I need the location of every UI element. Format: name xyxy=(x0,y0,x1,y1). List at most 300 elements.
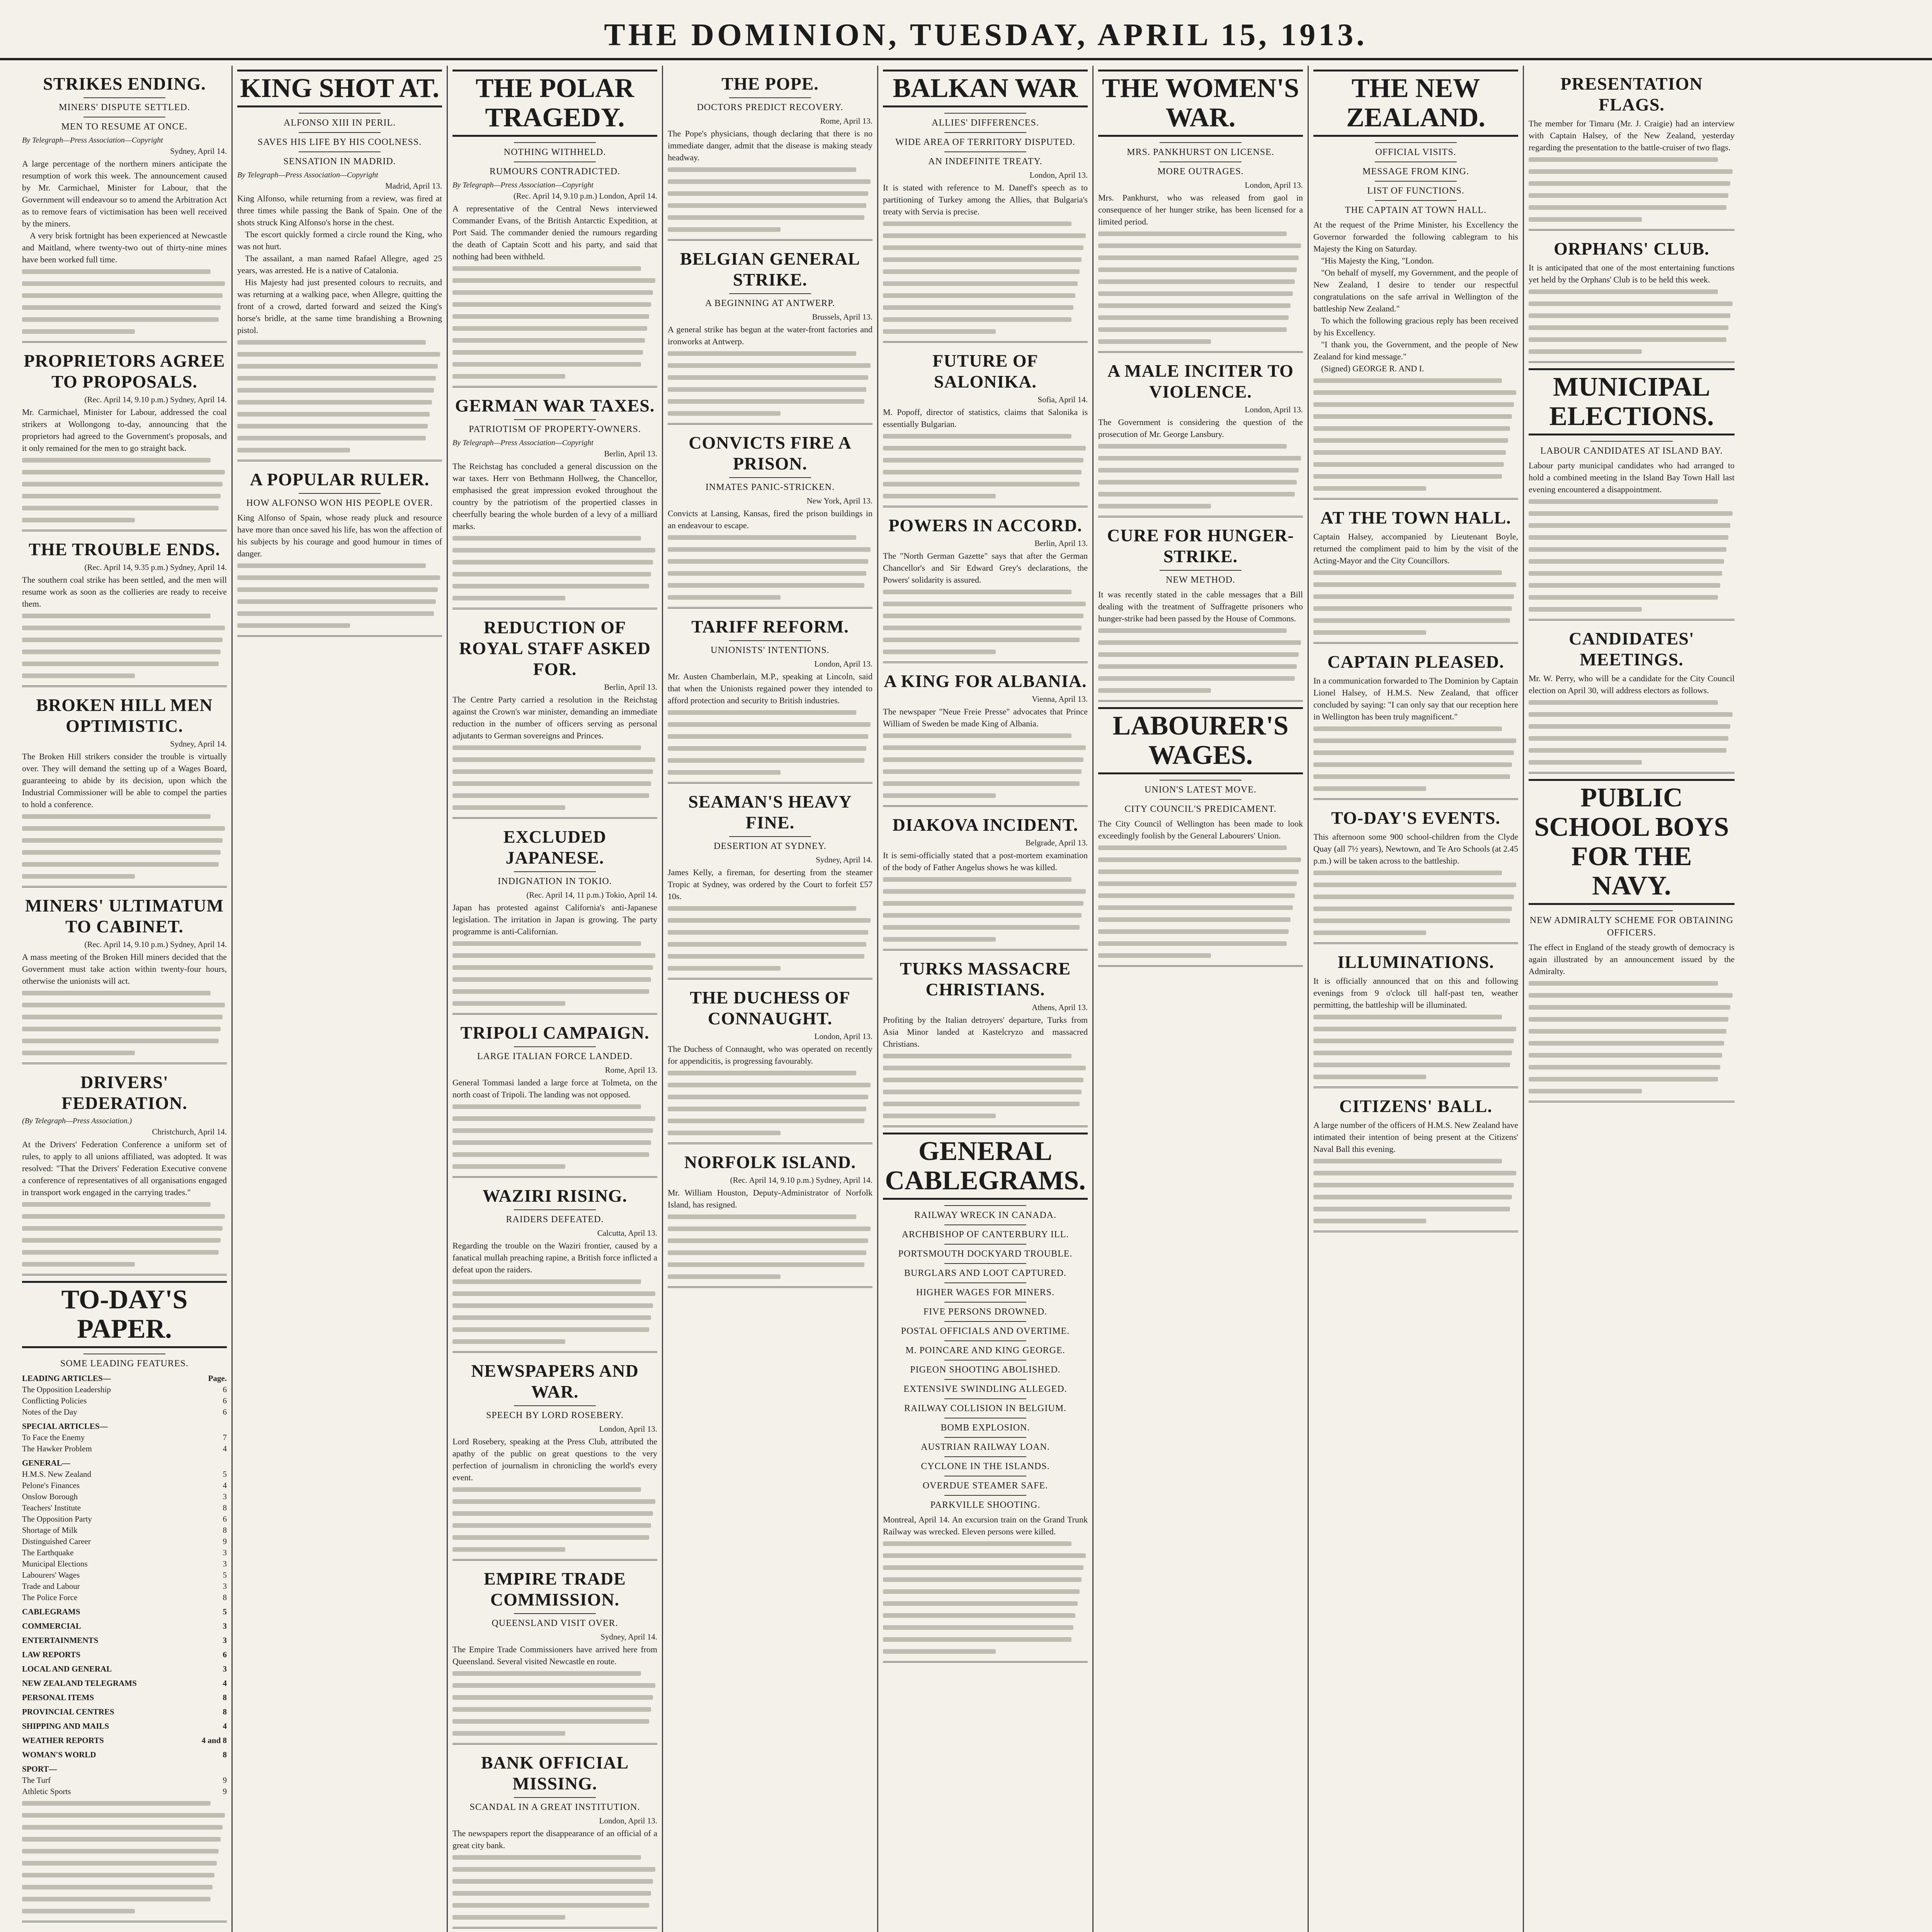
article-divider xyxy=(668,978,872,980)
article-divider xyxy=(883,1126,1088,1127)
text-lines xyxy=(237,340,442,452)
article-paragraph: It is officially announced that on this and following evenings from 9 o'clock till half-past ten, weather permitting, the battleship will be illuminated. xyxy=(1313,976,1518,1010)
text-line xyxy=(1529,559,1724,564)
article xyxy=(883,70,1088,343)
text-line xyxy=(1313,474,1502,479)
text-line xyxy=(1098,327,1287,332)
article-subheading: CITY COUNCIL'S PREDICAMENT. xyxy=(1124,804,1277,814)
article-paragraph: "His Majesty the King, "London. xyxy=(1321,256,1434,265)
text-lines xyxy=(668,351,872,416)
article-paragraph: It was recently stated in the cable messages that a Bill dealing with the treatment of Suffragette prisoners who hunger-strike had been passed by the House of Commons. xyxy=(1098,590,1303,623)
text-line xyxy=(883,221,1071,226)
text-line xyxy=(668,1119,864,1123)
text-line xyxy=(452,326,647,331)
contents-page: 3 xyxy=(223,1548,227,1557)
text-lines xyxy=(22,269,227,334)
text-line xyxy=(1313,750,1514,755)
article-paragraph: The Broken Hill strikers consider the trouble is virtually over. They will demand the setting up of a Wages Board, guaranteeing to abide by its decision, upon which the Industrial Commissioner will be able to compel the parties to hold a conference. xyxy=(22,752,227,809)
text-line xyxy=(452,1279,641,1284)
article-subheading: DESERTION AT SYDNEY. xyxy=(714,841,827,851)
text-line xyxy=(1098,893,1295,898)
text-line xyxy=(668,758,864,763)
text-lines xyxy=(452,745,657,810)
article-divider xyxy=(22,1063,227,1064)
text-line xyxy=(668,191,868,196)
text-line xyxy=(668,375,868,380)
text-line xyxy=(1313,402,1514,407)
contents-page: 8 xyxy=(223,1750,227,1759)
headline-rule xyxy=(514,1046,596,1047)
article-subheading: DOCTORS PREDICT RECOVERY. xyxy=(697,102,844,112)
text-line xyxy=(22,673,135,678)
text-line xyxy=(1529,981,1718,986)
contents-page: 7 xyxy=(223,1433,227,1442)
text-line xyxy=(1098,231,1287,236)
article-divider xyxy=(1313,642,1518,644)
article-paragraph: A large percentage of the northern miners anticipate the resumption of work this week. The announcement caused by Mr. Carmichael, Minister for Labour, that the Government will endeavour so to amend the Arbitration Act as to remove fears of victimisation has been well received by the miners. xyxy=(22,159,227,228)
news-column xyxy=(1309,66,1524,1932)
article-divider xyxy=(883,506,1088,507)
text-lines xyxy=(668,535,872,600)
contents-label: PROVINCIAL CENTRES xyxy=(22,1707,114,1716)
dateline: (Rec. April 14, 9.10 p.m.) Sydney, April 14. xyxy=(84,940,227,949)
dateline: Athens, April 13. xyxy=(1032,1003,1088,1012)
text-line xyxy=(452,1535,649,1540)
text-line xyxy=(883,889,1086,894)
text-lines xyxy=(452,1855,657,1920)
article-divider xyxy=(1313,1231,1518,1232)
headline-rule xyxy=(514,142,596,143)
contents-row xyxy=(22,1458,227,1469)
text-line xyxy=(1529,571,1722,576)
text-lines xyxy=(1098,628,1303,693)
headline-rule xyxy=(1590,910,1673,911)
text-line xyxy=(883,913,1082,918)
headline-rule xyxy=(944,1302,1026,1303)
dateline: Sofia, April 14. xyxy=(1037,395,1088,404)
article-paragraph: Mr. Carmichael, Minister for Labour, addressed the coal strikers at Wollongong to-day, announcing that the proprietors had agreed to the Government's proposals, and it only remained for the men to go straight back. xyxy=(22,407,227,453)
article-subheading: A BEGINNING AT ANTWERP. xyxy=(705,298,835,308)
text-line xyxy=(452,1683,655,1688)
text-line xyxy=(22,626,225,630)
text-line xyxy=(1529,1017,1728,1022)
dateline: Belgrade, April 13. xyxy=(1026,838,1088,847)
contents-page: 8 xyxy=(223,1593,227,1602)
text-line xyxy=(1313,918,1510,923)
contents-page: 9 xyxy=(223,1776,227,1785)
article-paragraph: The Duchess of Connaught, who was operated on recently for appendicitis, is progressing favourably. xyxy=(668,1044,872,1066)
text-line xyxy=(668,351,856,356)
headline-rule xyxy=(944,1340,1026,1341)
text-line xyxy=(1313,1183,1514,1187)
text-line xyxy=(668,942,866,947)
article xyxy=(668,616,872,784)
article-subheading: MESSAGE FROM KING. xyxy=(1362,167,1469,177)
article xyxy=(1529,238,1735,363)
article-subheading: THE CAPTAIN AT TOWN HALL. xyxy=(1345,205,1487,215)
article-divider xyxy=(1313,1087,1518,1088)
text-line xyxy=(883,626,1082,630)
text-line xyxy=(1529,523,1730,528)
article-paragraph: Mr. W. Perry, who will be a candidate for the City Council election on April 30, will address electors as follows. xyxy=(1529,673,1735,695)
article-subheading: SPEECH BY LORD ROSEBERY. xyxy=(486,1410,624,1420)
article-subheading: UNION'S LATEST MOVE. xyxy=(1145,785,1257,795)
text-line xyxy=(452,1523,651,1528)
article-paragraph: Lord Rosebery, speaking at the Press Club, attributed the apathy of the public on great questions to the very perfection of journalism in chronicling the world's every event. xyxy=(452,1437,657,1482)
contents-page: 9 xyxy=(223,1537,227,1546)
contents-label: PERSONAL ITEMS xyxy=(22,1693,94,1702)
contents-label: Municipal Elections xyxy=(22,1559,88,1568)
text-line xyxy=(1313,883,1516,887)
text-line xyxy=(668,722,871,727)
text-line xyxy=(668,571,866,576)
text-line xyxy=(1529,547,1726,552)
text-lines xyxy=(668,167,872,232)
dateline: London, April 13. xyxy=(814,659,872,668)
article-subheading: MORE OUTRAGES. xyxy=(1157,167,1244,177)
article-headline: BELGIAN GENERAL STRIKE. xyxy=(680,249,861,289)
text-line xyxy=(452,1547,565,1552)
contents-row xyxy=(22,1373,227,1384)
text-line xyxy=(22,1861,217,1866)
text-line xyxy=(1529,337,1726,342)
contents-label: H.M.S. New Zealand xyxy=(22,1469,92,1479)
text-lines xyxy=(1098,444,1303,509)
article-divider xyxy=(22,685,227,687)
article xyxy=(1529,368,1735,621)
article-paragraph: The Government is considering the question of the prosecution of Mr. George Lansbury. xyxy=(1098,417,1303,439)
text-line xyxy=(668,179,871,184)
contents-label: To Face the Enemy xyxy=(22,1433,85,1442)
text-line xyxy=(668,1238,868,1243)
contents-label: Notes of the Day xyxy=(22,1407,77,1417)
article-divider xyxy=(452,1927,657,1929)
article-paragraph: M. Popoff, director of statistics, claims that Salonika is essentially Bulgarian. xyxy=(883,407,1088,429)
text-line xyxy=(668,535,856,540)
text-line xyxy=(22,614,211,618)
text-line xyxy=(1098,917,1291,922)
contents-row xyxy=(22,1706,227,1718)
article-divider xyxy=(1313,942,1518,944)
text-line xyxy=(883,1066,1086,1070)
article-headline: THE POPE. xyxy=(721,74,819,94)
article-headline: BANK OFFICIAL MISSING. xyxy=(481,1753,629,1793)
text-line xyxy=(1313,594,1514,599)
article xyxy=(452,1022,657,1178)
text-line xyxy=(883,901,1083,906)
article xyxy=(668,432,872,609)
text-line xyxy=(883,1589,1080,1594)
article-subheading: SOME LEADING FEATURES. xyxy=(60,1359,189,1369)
news-column xyxy=(1094,66,1309,1932)
article-divider xyxy=(452,1559,657,1561)
text-line xyxy=(1098,255,1299,260)
text-line xyxy=(22,638,223,642)
news-column xyxy=(1524,66,1739,1932)
headline-rule xyxy=(1160,142,1242,143)
article-subheading: LARGE ITALIAN FORCE LANDED. xyxy=(477,1051,633,1061)
text-line xyxy=(452,1499,655,1504)
text-lines xyxy=(1529,289,1735,354)
article-divider xyxy=(452,1176,657,1178)
article-headline: SEAMAN'S HEAVY FINE. xyxy=(688,792,852,832)
text-lines xyxy=(1313,1015,1518,1079)
text-lines xyxy=(883,590,1088,654)
article-paragraph: Mr. Austen Chamberlain, M.P., speaking at Lincoln, said that when the Unionists regained power they intended to afford protection and security to British industries. xyxy=(668,672,872,705)
text-line xyxy=(452,745,641,750)
text-line xyxy=(22,850,221,855)
contents-row xyxy=(22,1536,227,1547)
text-line xyxy=(1098,929,1289,934)
article-subheading: SENSATION IN MADRID. xyxy=(283,156,396,167)
dateline: London, April 13. xyxy=(1245,405,1303,414)
article xyxy=(452,70,657,388)
text-line xyxy=(883,329,996,334)
text-line xyxy=(883,317,1071,322)
text-line xyxy=(883,745,1086,750)
text-line xyxy=(22,482,223,486)
text-line xyxy=(1313,930,1426,935)
article-divider xyxy=(1529,619,1735,621)
article-divider xyxy=(668,607,872,609)
article-paragraph: At the request of the Prime Minister, his Excellency the Governor forwarded the following cablegram to his Majesty the King on Saturday. xyxy=(1313,220,1518,253)
text-lines xyxy=(1529,157,1735,222)
article-paragraph: Mr. William Houston, Deputy-Administrator of Norfolk Island, has resigned. xyxy=(668,1188,872,1209)
headline-rule xyxy=(729,97,811,98)
text-lines xyxy=(452,1487,657,1552)
text-line xyxy=(668,559,868,564)
article-subheading: ALFONSO XIII IN PERIL. xyxy=(284,118,396,128)
text-lines xyxy=(452,266,657,379)
text-line xyxy=(1313,582,1516,587)
contents-row xyxy=(22,1692,227,1703)
text-line xyxy=(1098,339,1211,344)
article-subheading: MEN TO RESUME AT ONCE. xyxy=(61,122,188,132)
contents-label: Conflicting Policies xyxy=(22,1396,87,1405)
article-subheading: PARKVILLE SHOOTING. xyxy=(930,1500,1041,1510)
text-line xyxy=(452,584,649,588)
text-line xyxy=(237,376,436,381)
article-headline: MINERS' ULTIMATUM TO CABINET. xyxy=(25,896,224,936)
article-subheading: SAVES HIS LIFE BY HIS COOLNESS. xyxy=(257,137,422,147)
text-line xyxy=(237,563,426,568)
text-line xyxy=(237,587,438,592)
text-lines xyxy=(452,1279,657,1344)
article-paragraph: It is semi-officially stated that a post-mortem examination of the body of Father Angelus shows he was killed. xyxy=(883,850,1088,872)
dateline: Berlin, April 13. xyxy=(604,449,657,458)
headline-rule xyxy=(83,97,165,98)
text-line xyxy=(668,583,864,588)
dateline: New York, April 13. xyxy=(806,496,872,505)
news-column xyxy=(663,66,878,1932)
text-line xyxy=(452,1339,565,1344)
text-line xyxy=(22,1250,219,1255)
headline-rule xyxy=(514,871,596,872)
article xyxy=(1313,651,1518,800)
text-line xyxy=(883,1577,1082,1582)
text-line xyxy=(452,302,651,307)
article-paragraph: The newspapers report the disappearance of an official of a great city bank. xyxy=(452,1828,657,1850)
article xyxy=(22,895,227,1064)
text-line xyxy=(1098,303,1291,308)
contents-label: ENTERTAINMENTS xyxy=(22,1636,99,1645)
text-lines xyxy=(883,1541,1088,1654)
article-headline: THE POLAR TRAGEDY. xyxy=(452,70,657,137)
text-line xyxy=(452,769,653,774)
article xyxy=(668,791,872,980)
article-divider xyxy=(452,1013,657,1015)
contents-page: 3 xyxy=(223,1636,227,1645)
article-subheading: UNIONISTS' INTENTIONS. xyxy=(711,645,830,655)
article xyxy=(1098,361,1303,517)
text-line xyxy=(452,793,649,798)
dateline: London, April 13. xyxy=(814,1032,872,1041)
contents-row xyxy=(22,1525,227,1536)
masthead-title: THE DOMINION, TUESDAY, APRIL 15, 1913. xyxy=(604,17,1367,52)
article-headline: TO-DAY'S PAPER. xyxy=(22,1281,227,1348)
headline-rule xyxy=(299,493,381,494)
text-line xyxy=(883,1613,1075,1618)
contents-label: LAW REPORTS xyxy=(22,1650,81,1659)
article-headline: DIAKOVA INCIDENT. xyxy=(892,815,1078,835)
text-line xyxy=(452,548,655,553)
text-line xyxy=(1529,1053,1722,1058)
text-line xyxy=(22,1813,225,1818)
headline-rule xyxy=(514,1613,596,1614)
text-line xyxy=(1529,313,1730,318)
contents-page: 3 xyxy=(223,1492,227,1501)
article xyxy=(452,1752,657,1929)
text-line xyxy=(452,1867,655,1872)
text-line xyxy=(452,1164,565,1169)
headline-rule xyxy=(1160,799,1242,800)
contents-row xyxy=(22,1547,227,1558)
headline-rule xyxy=(1160,570,1242,571)
text-lines xyxy=(22,1801,227,1913)
text-line xyxy=(1098,291,1293,296)
text-line xyxy=(883,757,1083,762)
columns-container xyxy=(17,66,1932,1932)
text-line xyxy=(1529,301,1733,306)
text-line xyxy=(668,770,781,775)
text-line xyxy=(1098,315,1289,320)
text-line xyxy=(1313,486,1426,491)
contents-row xyxy=(22,1502,227,1514)
article xyxy=(1098,707,1303,967)
headline-rule xyxy=(944,1437,1026,1438)
wire-credit: By Telegraph—Press Association—Copyright xyxy=(22,136,163,145)
article xyxy=(452,1185,657,1353)
headline-rule xyxy=(944,1379,1026,1380)
contents-label: Athletic Sports xyxy=(22,1787,71,1796)
article-subheading: ARCHBISHOP OF CANTERBURY ILL. xyxy=(901,1230,1069,1240)
contents-row xyxy=(22,1406,227,1418)
contents-row xyxy=(22,1635,227,1646)
article-headline: A KING FOR ALBANIA. xyxy=(884,671,1087,691)
text-line xyxy=(883,245,1083,250)
article xyxy=(883,671,1088,807)
text-line xyxy=(883,1541,1071,1546)
article-headline: CANDIDATES' MEETINGS. xyxy=(1569,629,1694,669)
article-headline: CURE FOR HUNGER-STRIKE. xyxy=(1107,526,1294,566)
article-divider xyxy=(1313,798,1518,800)
headline-rule xyxy=(1160,780,1242,781)
article-headline: TRIPOLI CAMPAIGN. xyxy=(460,1023,650,1043)
article xyxy=(1098,70,1303,353)
text-line xyxy=(1098,279,1295,284)
contents-label: LOCAL AND GENERAL xyxy=(22,1664,112,1673)
text-line xyxy=(452,805,565,810)
headline-rule xyxy=(944,1398,1026,1399)
article xyxy=(452,617,657,819)
article-paragraph: At the Drivers' Federation Conference a uniform set of rules, to apply to all unions affiliated, was adopted. It was resolved: "That the Drivers' Federation Executive convene a conference of representatives of all organisations engaged in transport work engaged in the carrying trades." xyxy=(22,1139,227,1197)
headline-rule xyxy=(729,477,811,478)
text-line xyxy=(1098,905,1293,910)
text-line xyxy=(668,215,864,220)
dateline: (Rec. April 14, 9.35 p.m.) Sydney, April 14. xyxy=(84,563,227,572)
contents-row xyxy=(22,1649,227,1660)
text-line xyxy=(22,1801,211,1806)
text-line xyxy=(883,1054,1071,1058)
text-line xyxy=(1098,628,1287,633)
article xyxy=(22,539,227,687)
text-line xyxy=(668,954,864,959)
text-line xyxy=(883,1090,1082,1094)
dateline: Rome, April 13. xyxy=(605,1065,657,1075)
contents-list xyxy=(22,1373,227,1797)
contents-page: 4 xyxy=(223,1679,227,1688)
article-subheading: AN INDEFINITE TREATY. xyxy=(928,156,1043,167)
article-headline: AT THE TOWN HALL. xyxy=(1320,508,1511,527)
contents-row xyxy=(22,1749,227,1760)
article-headline: KING SHOT AT. xyxy=(237,70,442,107)
text-line xyxy=(22,662,219,666)
article-divider xyxy=(22,1274,227,1276)
text-lines xyxy=(1313,726,1518,791)
wire-credit: By Telegraph—Press Association—Copyright xyxy=(452,181,594,189)
contents-page: 3 xyxy=(223,1582,227,1591)
article-subheading: ALLIES' DIFFERENCES. xyxy=(932,118,1039,128)
wire-credit: By Telegraph—Press Association—Copyright xyxy=(237,171,378,179)
text-line xyxy=(1098,676,1295,681)
article xyxy=(883,350,1088,507)
text-line xyxy=(452,941,641,946)
text-line xyxy=(668,1095,868,1099)
text-line xyxy=(1529,181,1730,186)
contents-row xyxy=(22,1775,227,1786)
text-lines xyxy=(1098,231,1303,344)
text-line xyxy=(452,1891,651,1896)
contents-row xyxy=(22,1581,227,1592)
article xyxy=(1098,525,1303,702)
text-line xyxy=(668,363,871,368)
text-line xyxy=(22,1897,211,1901)
text-line xyxy=(1529,325,1728,330)
article-paragraph: Labour party municipal candidates who had arranged to hold a combined meeting in the Island Bay Town Hall last evening encountered a disappointment. xyxy=(1529,461,1735,494)
article-headline: THE DUCHESS OF CONNAUGHT. xyxy=(690,988,850,1028)
headline-rule xyxy=(299,132,381,133)
text-line xyxy=(883,458,1083,463)
text-line xyxy=(452,1152,649,1157)
text-line xyxy=(22,1027,221,1031)
text-line xyxy=(1529,993,1733,998)
text-line xyxy=(1529,748,1726,753)
article-paragraph: The Pope's physicians, though declaring that there is no immediate danger, admit that the disease is making steady headway. xyxy=(668,129,872,162)
article-divider xyxy=(452,608,657,609)
text-lines xyxy=(1313,871,1518,935)
article-headline: TO-DAY'S EVENTS. xyxy=(1331,808,1500,828)
text-line xyxy=(237,400,432,405)
